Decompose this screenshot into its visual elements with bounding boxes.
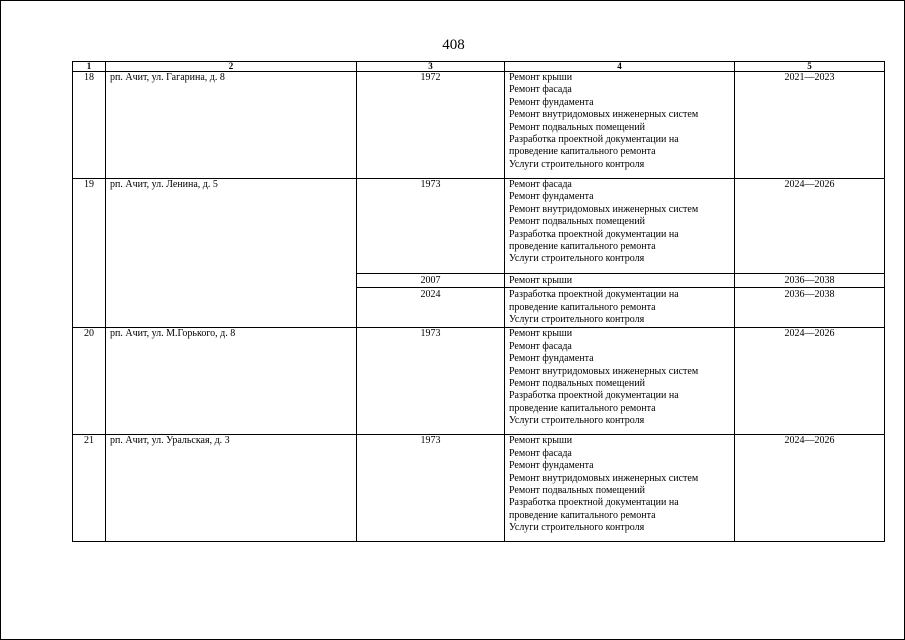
address-cell: рп. Ачит, ул. Уральская, д. 3 [106, 435, 357, 542]
work-item: Ремонт подвальных помещений [509, 216, 645, 228]
period-cell: 2036—2038 [735, 274, 885, 288]
work-item: Ремонт фасада [509, 340, 572, 352]
work-item: Услуги строительного контроля [509, 415, 645, 427]
work-item: Ремонт внутридомовых инженерных систем [509, 365, 699, 377]
period-cell: 2024—2026 [735, 179, 885, 274]
work-item: Ремонт подвальных помещений [509, 378, 645, 390]
work-item: Услуги строительного контроля [509, 253, 645, 265]
work-item: Ремонт внутридомовых инженерных систем [509, 109, 699, 121]
address-cell: рп. Ачит, ул. М.Горького, д. 8 [106, 328, 357, 435]
work-item: проведение капитального ремонта [509, 241, 656, 253]
work-item: проведение капитального ремонта [509, 402, 656, 414]
work-item: Ремонт внутридомовых инженерных систем [509, 203, 699, 215]
period-cell: 2036—2038 [735, 288, 885, 328]
work-item: проведение капитального ремонта [509, 146, 656, 158]
column-header: 3 [357, 62, 505, 72]
row-number: 20 [73, 328, 106, 435]
work-item: Ремонт внутридомовых инженерных систем [509, 472, 699, 484]
table-row [73, 328, 885, 435]
work-item: проведение капитального ремонта [509, 301, 656, 313]
header-row [73, 62, 885, 72]
work-item: Услуги строительного контроля [509, 314, 645, 326]
year-cell: 1972 [357, 72, 505, 179]
table-row [73, 179, 885, 274]
works-cell [505, 179, 735, 274]
year-cell: 1973 [357, 179, 505, 274]
work-item: Разработка проектной документации на [509, 289, 679, 301]
work-item: Ремонт крыши [509, 328, 573, 340]
work-item: Ремонт фасада [509, 84, 572, 96]
work-item: Разработка проектной документации на [509, 228, 679, 240]
work-item: Разработка проектной документации на [509, 390, 679, 402]
row-number: 19 [73, 179, 106, 328]
works-cell [505, 328, 735, 435]
column-header: 1 [73, 62, 106, 72]
work-item: проведение капитального ремонта [509, 509, 656, 521]
works-cell [505, 274, 735, 288]
column-header: 5 [735, 62, 885, 72]
work-item: Ремонт фундамента [509, 460, 594, 472]
table-row [73, 72, 885, 179]
work-item: Ремонт фасада [509, 179, 572, 190]
address-cell: рп. Ачит, ул. Гагарина, д. 8 [106, 72, 357, 179]
work-item: Ремонт крыши [509, 435, 573, 447]
period-cell: 2024—2026 [735, 328, 885, 435]
page-number: 408 [442, 37, 465, 53]
work-item: Ремонт фасада [509, 447, 572, 459]
address-cell: рп. Ачит, ул. Ленина, д. 5 [106, 179, 357, 328]
year-cell: 2024 [357, 288, 505, 328]
works-cell [505, 288, 735, 328]
period-cell: 2024—2026 [735, 435, 885, 542]
repair-schedule-table [72, 61, 885, 542]
work-item: Ремонт крыши [509, 72, 573, 83]
works-cell [505, 435, 735, 542]
column-header: 2 [106, 62, 357, 72]
works-cell [505, 72, 735, 179]
work-item: Ремонт крыши [509, 275, 573, 286]
work-item: Разработка проектной документации на [509, 497, 679, 509]
period-cell: 2021—2023 [735, 72, 885, 179]
work-item: Ремонт фундамента [509, 353, 594, 365]
row-number: 18 [73, 72, 106, 179]
year-cell: 2007 [357, 274, 505, 288]
column-header: 4 [505, 62, 735, 72]
work-item: Услуги строительного контроля [509, 522, 645, 534]
work-item: Разработка проектной документации на [509, 134, 679, 146]
year-cell: 1973 [357, 435, 505, 542]
work-item: Ремонт подвальных помещений [509, 485, 645, 497]
work-item: Услуги строительного контроля [509, 158, 645, 170]
work-item: Ремонт подвальных помещений [509, 121, 645, 133]
year-cell: 1973 [357, 328, 505, 435]
work-item: Ремонт фундамента [509, 96, 594, 108]
work-item: Ремонт фундамента [509, 191, 594, 203]
row-number: 21 [73, 435, 106, 542]
table-row [73, 435, 885, 542]
